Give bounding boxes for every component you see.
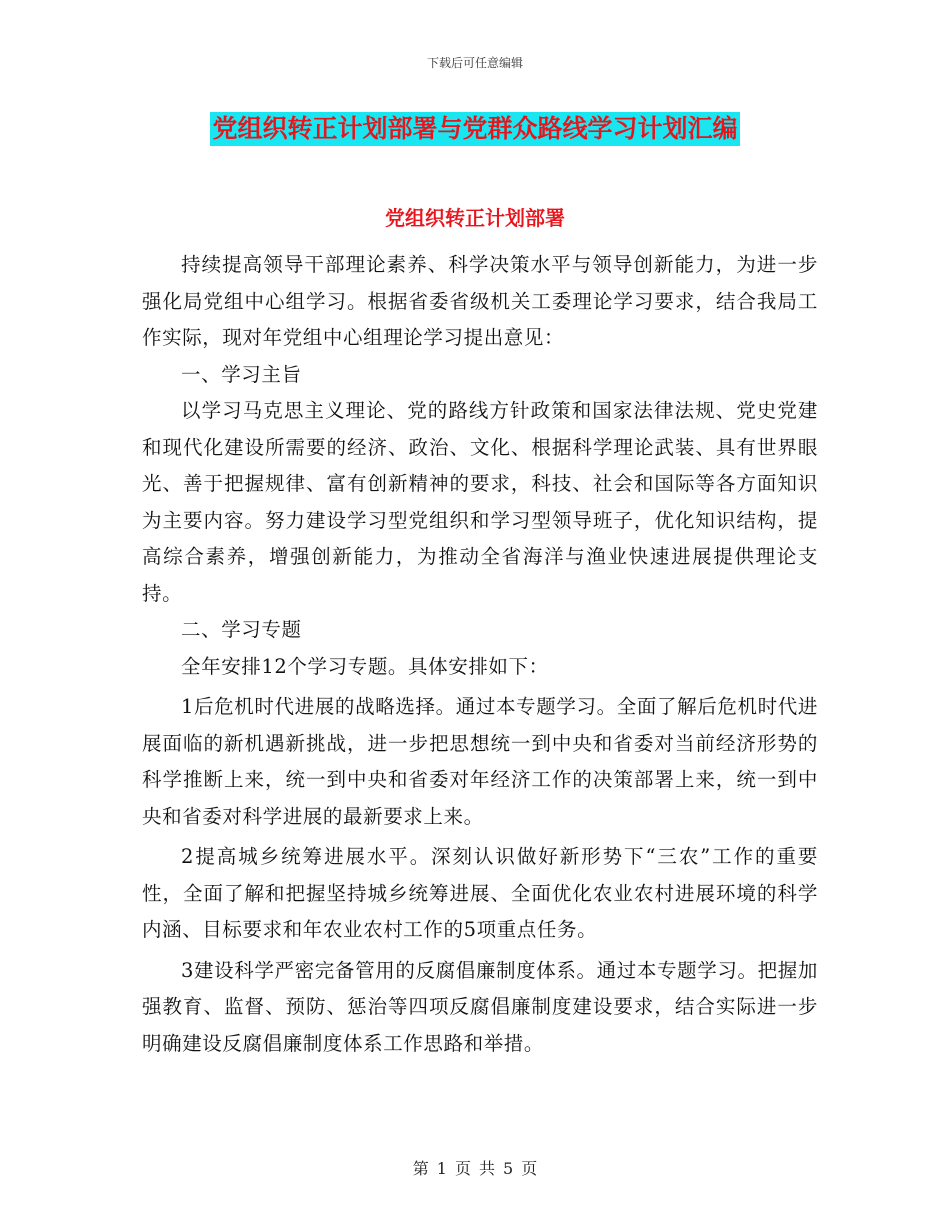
- paragraph-topic-2: 2提高城乡统筹进展水平。深刻认识做好新形势下“三农”工作的重要性，全面了解和把握坚持城乡统筹进展、全面优化农业农村进展环境的科学内涵、目标要求和年农业农村工作的5项重点任务。: [142, 845, 818, 941]
- footer-current-page: 1: [436, 1159, 447, 1178]
- page-footer: [0, 1156, 950, 1179]
- page-header-note: 下载后可任意编辑: [426, 56, 523, 70]
- paragraph-topic-3: 3建设科学严密完备管用的反腐倡廉制度体系。通过本专题学习。把握加强教育、监督、预防、惩治等四项反腐倡廉制度建设要求，结合实际进一步明确建设反腐倡廉制度体系工作思路和举措。: [142, 958, 818, 1055]
- heading-study-purpose: 一、学习主旨: [181, 362, 302, 386]
- footer-total-prefix: 共: [479, 1159, 496, 1178]
- paragraph-topic-1: 1后危机时代进展的战略选择。通过本专题学习。全面了解后危机时代进展面临的新机遇新挑战，进一步把思想统一到中央和省委对当前经济形势的科学推断上来，统一到中央和省委对年经济工作的决策部署上来，统一到中央和省委对科学进展的最新要求上来。: [142, 695, 818, 828]
- document-body: [142, 247, 818, 1062]
- footer-total-pages: 5: [503, 1159, 514, 1178]
- footer-page-prefix: 第: [412, 1159, 429, 1178]
- section-title: 党组织转正计划部署: [385, 206, 565, 230]
- paragraph-study-purpose: 以学习马克思主义理论、党的路线方针政策和国家法律法规、党史党建和现代化建设所需要的经济、政治、文化、根据科学理论武装、具有世界眼光、善于把握规律、富有创新精神的要求，科技、社会和国际等各方面知识为主要内容。努力建设学习型党组织和学习型领导班子，优化知识结构，提高综合素养，增强创新能力，为推动全省海洋与渔业快速进展提供理论支持。: [142, 399, 818, 605]
- footer-page-mid: 页: [454, 1159, 471, 1178]
- footer-total-suffix: 页: [521, 1159, 538, 1178]
- main-title-container: [0, 112, 950, 146]
- heading-study-topics: 二、学习专题: [181, 618, 302, 641]
- paragraph-intro: 持续提高领导干部理论素养、科学决策水平与领导创新能力，为进一步强化局党组中心组学习。根据省委省级机关工委理论学习要求，结合我局工作实际，现对年党组中心组理论学习提出意见：: [142, 253, 818, 349]
- document-main-title: 党组织转正计划部署与党群众路线学习计划汇编: [210, 112, 739, 146]
- paragraph-topics-overview: 全年安排12个学习专题。具体安排如下：: [181, 654, 549, 678]
